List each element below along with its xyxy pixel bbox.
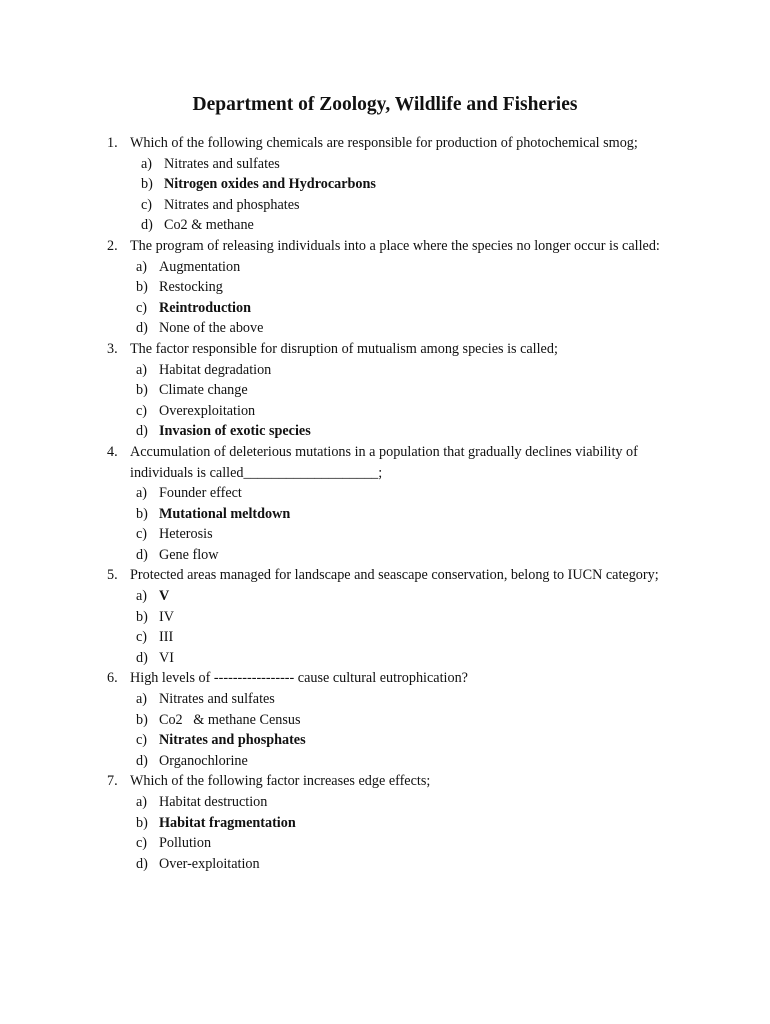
option-d (0, 854, 770, 875)
option-a (0, 257, 770, 278)
option-text: Co2 & methane (164, 217, 254, 234)
option-letter: b) (136, 382, 148, 399)
option-d (0, 421, 770, 442)
option-letter: c) (136, 732, 148, 749)
question-6 (0, 668, 770, 771)
option-letter: b) (136, 279, 148, 296)
question-number: 3. (107, 340, 118, 357)
option-b (0, 504, 770, 525)
question-number: 5. (107, 567, 118, 584)
option-c (0, 195, 770, 216)
question-4 (0, 442, 770, 566)
question-number: 6. (107, 670, 118, 687)
option-c (0, 298, 770, 319)
option-text: Heterosis (159, 526, 213, 543)
question-3 (0, 339, 770, 442)
option-letter: c) (136, 835, 148, 852)
option-letter: a) (136, 794, 148, 810)
option-text: Climate change (159, 382, 248, 399)
option-d (0, 648, 770, 669)
question-list (0, 133, 770, 874)
option-d (0, 751, 770, 772)
option-text: Co2 & methane Census (159, 711, 301, 728)
question-number: 7. (107, 773, 118, 790)
option-letter: b) (136, 608, 148, 625)
option-text: Restocking (159, 279, 223, 296)
option-b (0, 277, 770, 298)
option-a (0, 483, 770, 504)
question-text: Protected areas managed for landscape and seascape conservation, belong to IUCN category; (130, 567, 659, 584)
option-b (0, 813, 770, 834)
option-text-correct: Mutational meltdown (159, 505, 291, 522)
option-text: III (159, 629, 174, 646)
question-text: The program of releasing individuals into a place where the species no longer occur is called: (130, 237, 660, 254)
option-text-correct: Habitat fragmentation (159, 814, 296, 831)
option-letter: b) (136, 711, 148, 728)
option-a (0, 360, 770, 381)
option-letter: d) (136, 423, 148, 440)
option-text-correct: Reintroduction (159, 299, 251, 316)
option-c (0, 730, 770, 751)
option-text: Habitat destruction (159, 794, 268, 810)
option-a (0, 586, 770, 607)
option-letter: b) (136, 814, 148, 831)
question-text: The factor responsible for disruption of mutualism among species is called; (130, 340, 558, 357)
option-letter: a) (136, 258, 148, 275)
page-title: Department of Zoology, Wildlife and Fisheries (192, 94, 578, 115)
option-d (0, 545, 770, 566)
option-b (0, 380, 770, 401)
option-text: Pollution (159, 835, 212, 852)
option-text: Habitat degradation (159, 361, 272, 378)
option-letter: a) (136, 588, 148, 605)
option-letter: a) (141, 155, 153, 172)
option-text: Nitrates and sulfates (164, 155, 280, 172)
option-text: Gene flow (159, 546, 219, 563)
question-text: High levels of ----------------- cause cultural eutrophication? (130, 670, 468, 687)
question-1 (0, 133, 770, 236)
option-c (0, 401, 770, 422)
question-number: 2. (107, 237, 118, 254)
option-letter: d) (141, 217, 153, 234)
option-letter: d) (136, 855, 148, 872)
option-text-correct: Invasion of exotic species (159, 423, 311, 440)
option-letter: c) (136, 629, 148, 646)
option-letter: a) (136, 361, 148, 378)
option-text: Over-exploitation (159, 855, 260, 872)
question-text: Accumulation of deleterious mutations in a population that gradually declines viability of individuals is called___________________; (130, 443, 638, 481)
option-letter: b) (141, 176, 153, 193)
option-text: Nitrates and sulfates (159, 691, 275, 708)
option-text: Founder effect (159, 485, 242, 502)
option-letter: c) (141, 196, 153, 213)
option-letter: d) (136, 649, 148, 666)
question-text: Which of the following factor increases edge effects; (130, 773, 431, 790)
option-c (0, 524, 770, 545)
option-text: None of the above (159, 320, 264, 337)
question-number: 1. (107, 135, 118, 151)
question-7 (0, 771, 770, 874)
option-text: Overexploitation (159, 402, 256, 419)
option-d (0, 318, 770, 339)
option-a (0, 154, 770, 175)
option-letter: a) (136, 691, 148, 708)
question-number: 4. (107, 443, 118, 460)
option-a (0, 792, 770, 813)
option-a (0, 689, 770, 710)
question-text: Which of the following chemicals are responsible for production of photochemical smog; (130, 135, 638, 151)
option-text: Augmentation (159, 258, 241, 275)
option-letter: b) (136, 505, 148, 522)
option-c (0, 833, 770, 854)
option-b (0, 710, 770, 731)
question-2 (0, 236, 770, 339)
option-text: IV (159, 608, 174, 625)
option-b (0, 174, 770, 195)
option-b (0, 607, 770, 628)
option-letter: c) (136, 402, 148, 419)
option-text-correct: Nitrates and phosphates (159, 732, 306, 749)
option-letter: a) (136, 485, 148, 502)
option-text: VI (159, 649, 174, 666)
question-5 (0, 565, 770, 668)
option-text: Organochlorine (159, 752, 248, 769)
option-text-correct: Nitrogen oxides and Hydrocarbons (164, 176, 376, 193)
option-text: Nitrates and phosphates (164, 196, 300, 213)
option-d (0, 215, 770, 236)
option-letter: c) (136, 299, 148, 316)
option-letter: c) (136, 526, 148, 543)
option-c (0, 627, 770, 648)
option-text-correct: V (159, 588, 170, 605)
option-letter: d) (136, 546, 148, 563)
option-letter: d) (136, 752, 148, 769)
option-letter: d) (136, 320, 148, 337)
